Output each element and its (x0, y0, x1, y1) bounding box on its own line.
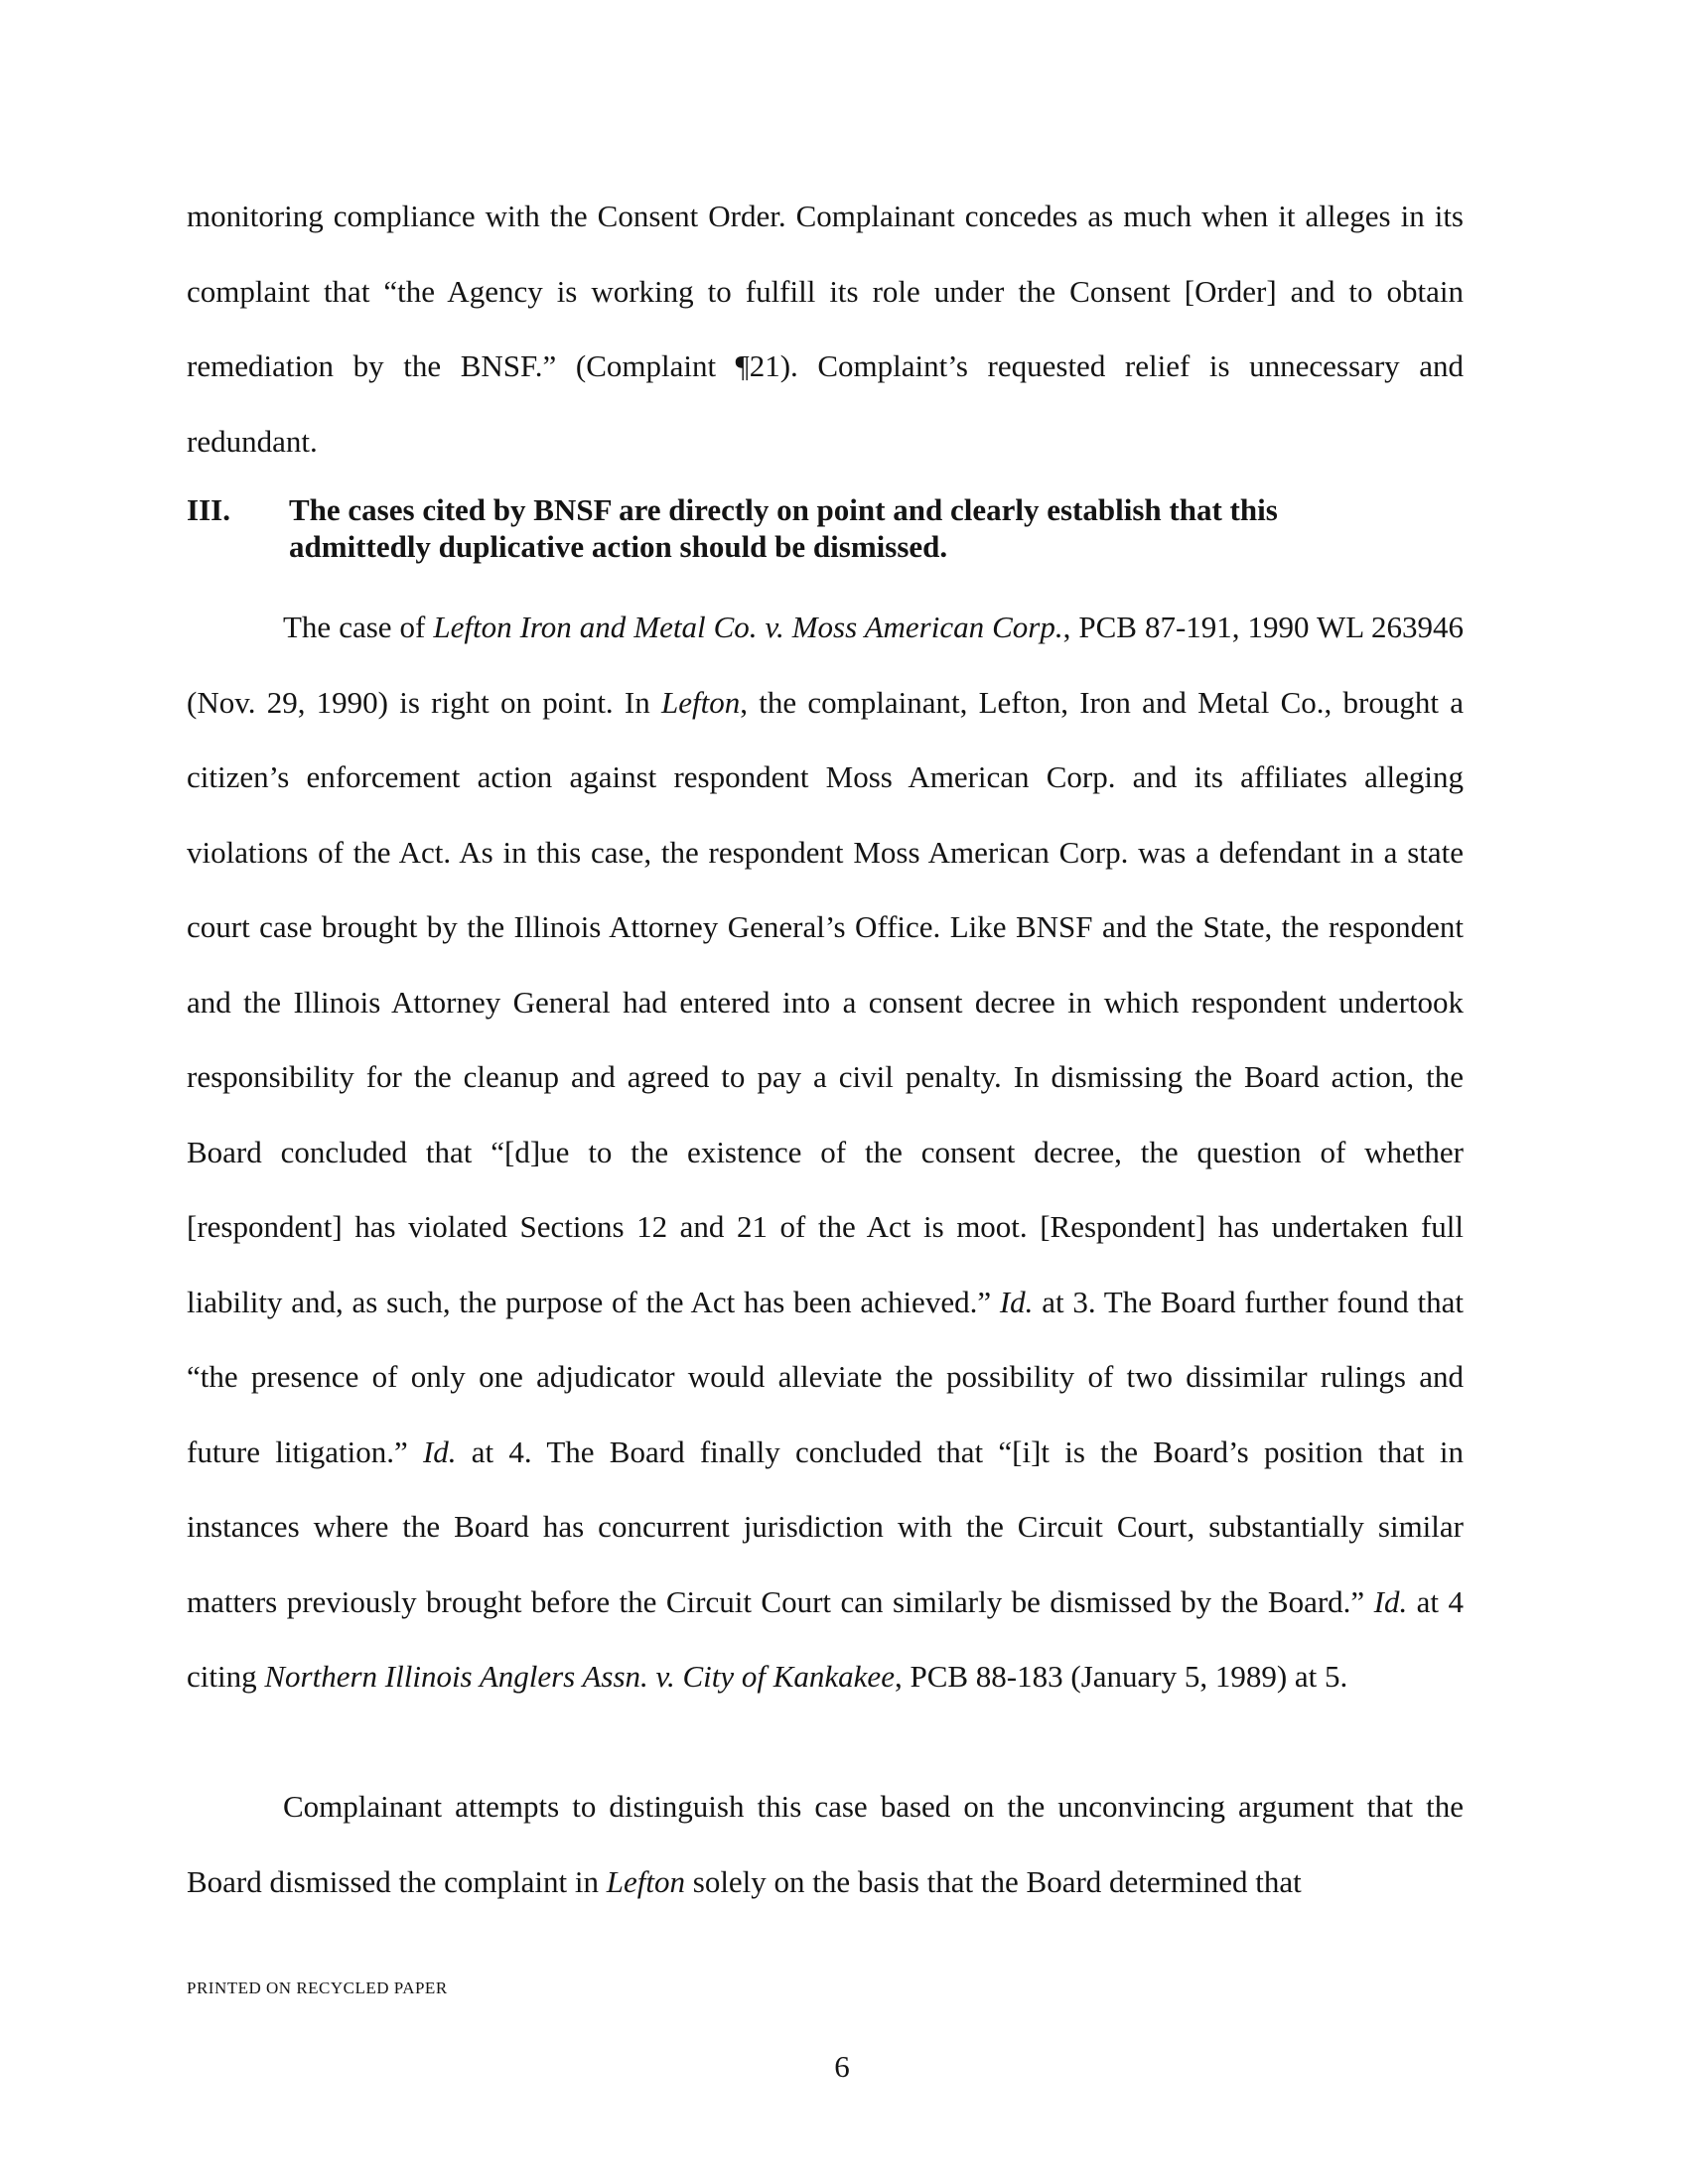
para3-text: Complainant attempts to distinguish this case based on the unconvincing argument that the Board dismissed the complaint in (187, 1789, 1464, 1899)
id-citation: Id. (1373, 1583, 1408, 1619)
case-citation: Lefton (661, 684, 741, 720)
body-paragraph-2 (187, 590, 1464, 1714)
case-citation: Northern Illinois Anglers Assn. v. City of Kankakee (264, 1659, 895, 1694)
para2-text: , the complainant, Lefton, Iron and Metal Co., brought a citizen’s enforcement action against respondent Moss American Corp. and its affiliates alleging violations of the Act. As in this case, the respondent Moss American Corp. was a defendant in a state court case brought by the Illinois Attorney General’s Office. Like BNSF and the State, the respondent and the Illinois Attorney General had entered into a consent decree in which respondent undertook responsibility for the cleanup and agreed to pay a civil penalty. In dismissing the Board action, the Board concluded that “[d]ue to the existence of the consent decree, the question of whether [respondent] has violated Sections 12 and 21 of the Act is moot. [Respondent] has undertaken full liability and, as such, the purpose of the Act has been achieved.” (187, 684, 1464, 1319)
section-heading-number: III. (187, 492, 230, 527)
para2-text: at 3. The Board further found that “the presence of only one adjudicator would alleviate the possibility of two dissimilar rulings and future litigation.” (187, 1284, 1464, 1469)
recycled-paper-note: PRINTED ON RECYCLED PAPER (187, 1979, 448, 1997)
section-heading-text: The cases cited by BNSF are directly on point and clearly establish that this admittedly duplicative action should be dismissed. (289, 492, 1278, 564)
page-number: 6 (834, 2049, 850, 2084)
case-citation: Lefton Iron and Metal Co. v. Moss American Corp. (433, 610, 1063, 644)
para3-text: solely on the basis that the Board determined that (685, 1863, 1302, 1899)
para2-text: , PCB 88-183 (January 5, 1989) at 5. (894, 1659, 1348, 1694)
body-paragraph-1: monitoring compliance with the Consent Order. Complainant concedes as much when it alleges in its complaint that “the Agency is working to fulfill its role under the Consent [Order] and to obtain remediation by the BNSF.” (Complaint ¶21). Complaint’s requested relief is unnecessary and redundant. (187, 199, 1464, 459)
id-citation: Id. (422, 1433, 457, 1469)
body-paragraph-3 (187, 1769, 1464, 1919)
id-citation: Id. (999, 1284, 1034, 1319)
para2-text: The case of (283, 610, 434, 644)
case-citation: Lefton (606, 1863, 685, 1899)
para2-text: at 4 citing (187, 1583, 1465, 1694)
para2-text: , PCB 87-191, 1990 WL 263946 (Nov. 29, 1990) is right on point. In (187, 610, 1464, 720)
para2-text: at 4. The Board finally concluded that “[i]t is the Board’s position that in instances where the Board has concurrent jurisdiction with the Circuit Court, substantially similar matters previously brought before the Circuit Court can similarly be dismissed by the Board.” (187, 1433, 1464, 1619)
